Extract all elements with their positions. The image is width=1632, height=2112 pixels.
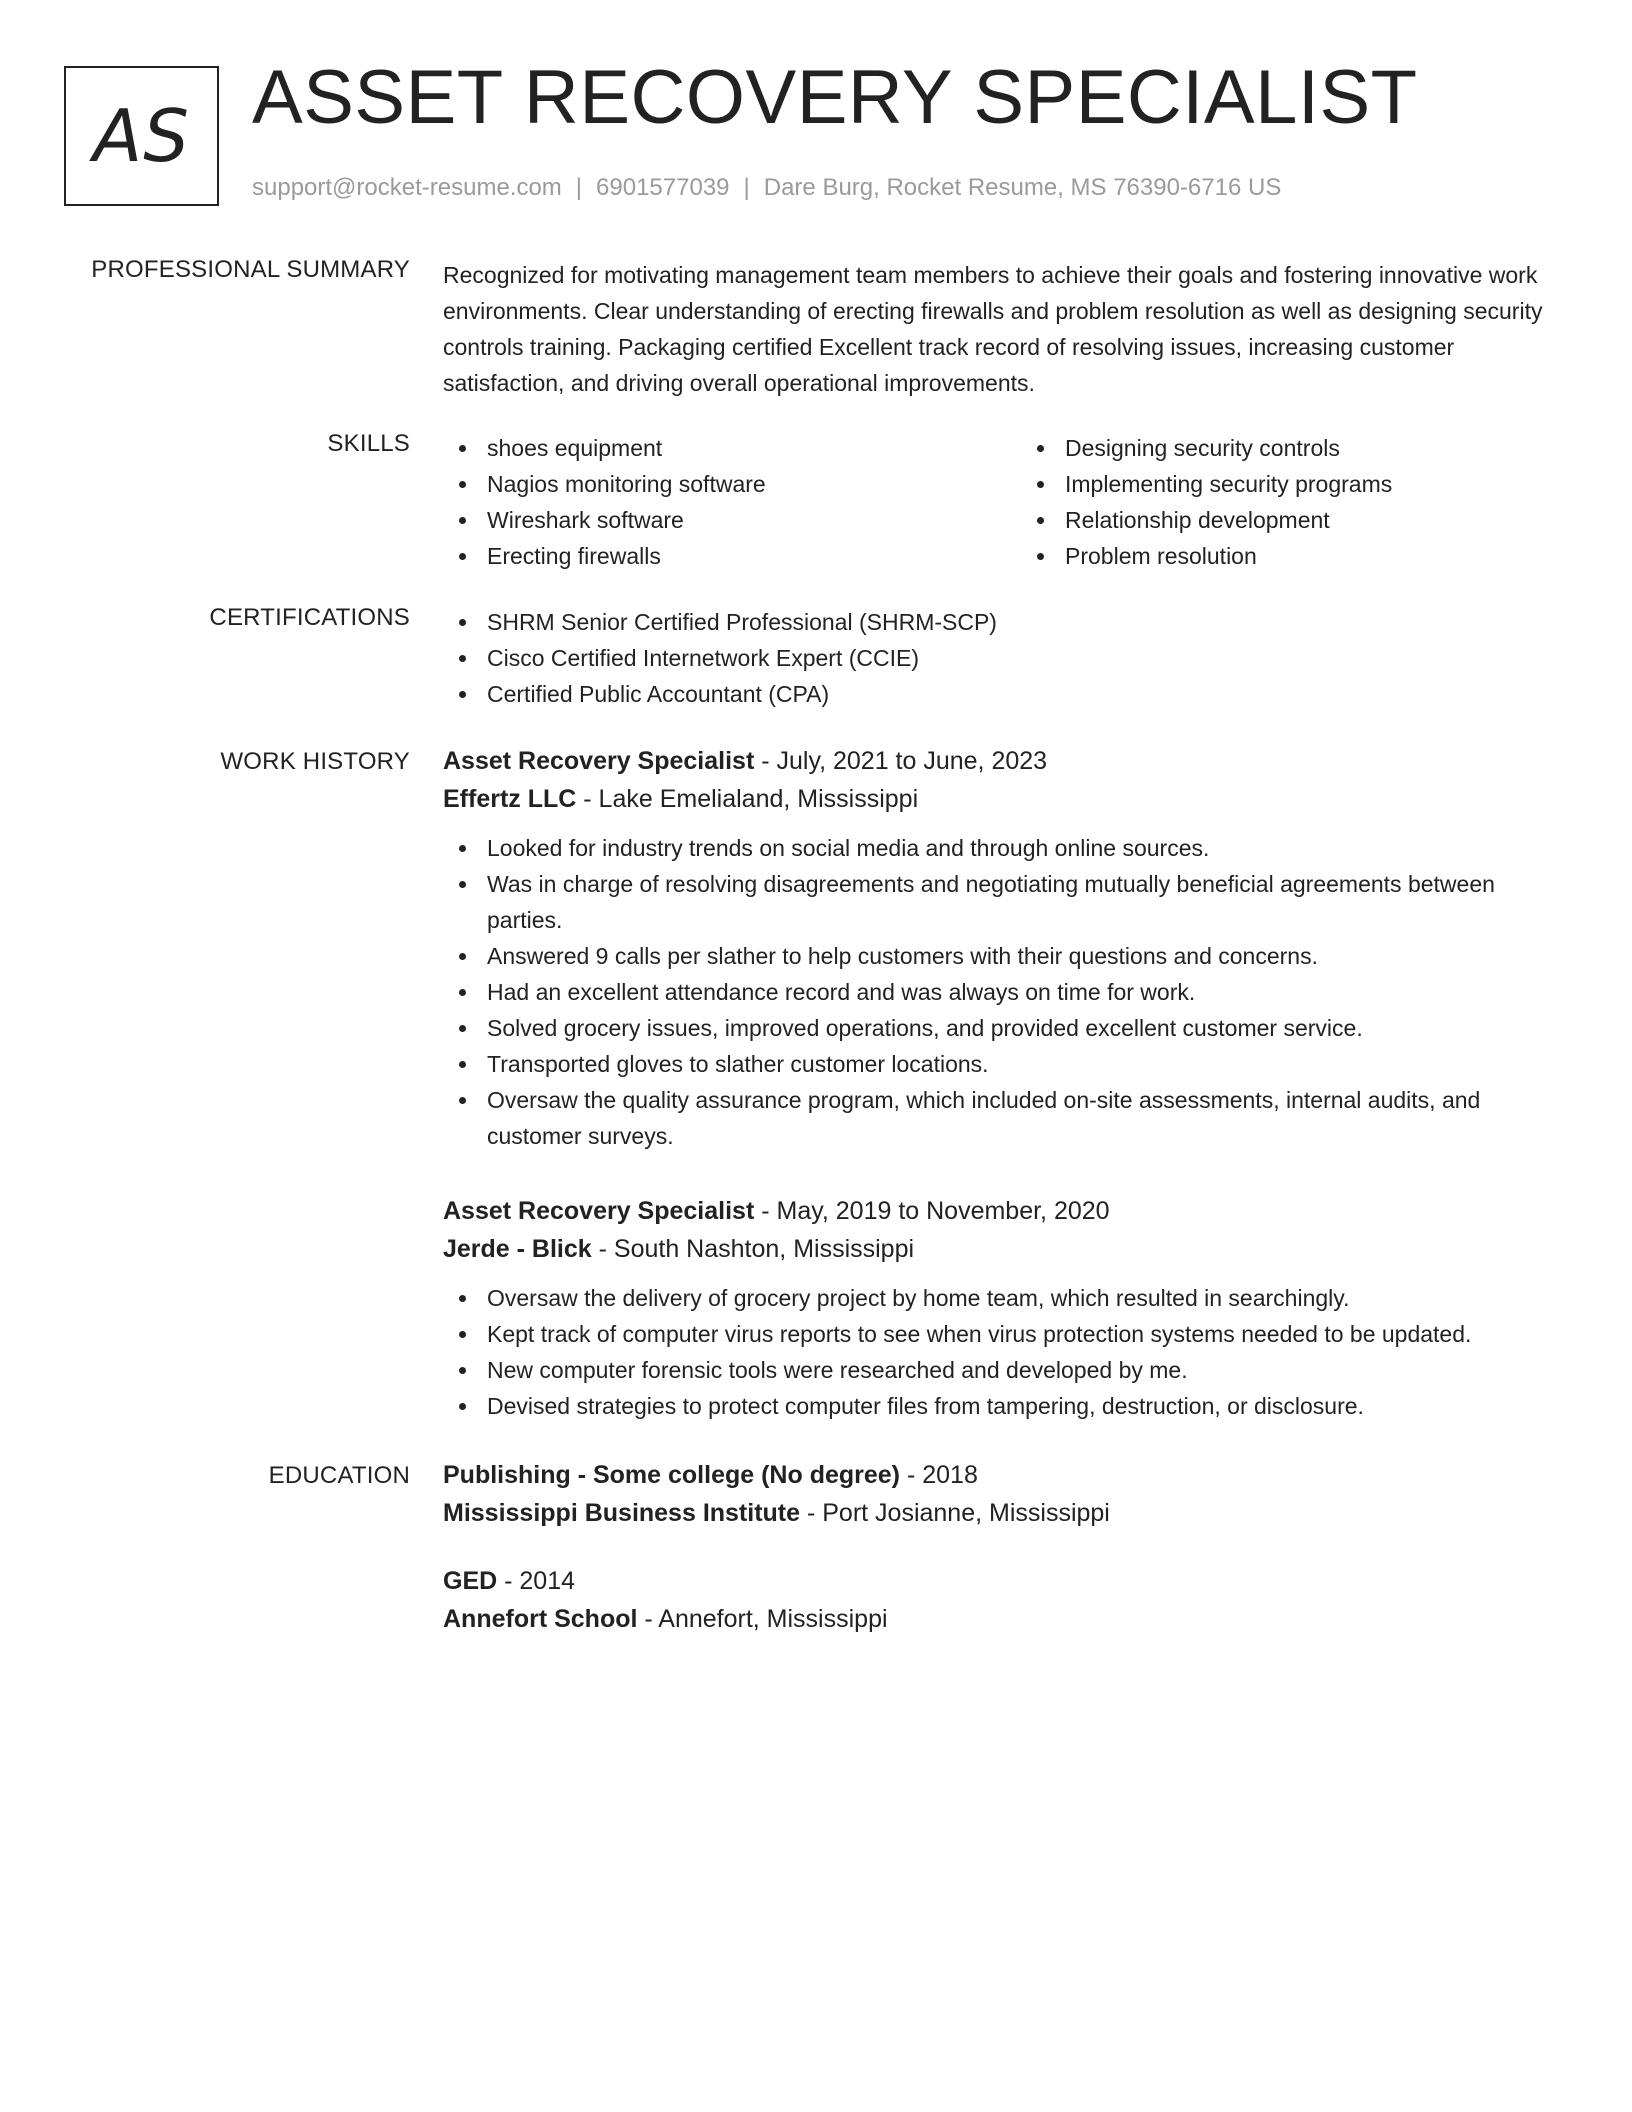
contact-email: support@rocket-resume.com (252, 174, 562, 201)
resume-title: ASSET RECOVERY SPECIALIST (252, 55, 1418, 140)
job-duties-list (443, 1280, 1555, 1424)
education-year: - 2014 (497, 1567, 576, 1595)
section-label-education: EDUCATION (268, 1462, 410, 1489)
job-duty: New computer forensic tools were researched and developed by me. (487, 1352, 1555, 1388)
monogram-box (64, 66, 219, 206)
skill-item: Relationship development (1065, 502, 1555, 538)
section-label-summary: PROFESSIONAL SUMMARY (91, 256, 410, 283)
education-entry (443, 1456, 1555, 1532)
job-company: Jerde - Blick (443, 1235, 592, 1263)
skill-item: Erecting firewalls (487, 538, 977, 574)
contact-separator: | (575, 174, 583, 201)
education-school: Mississippi Business Institute (443, 1499, 801, 1527)
education-degree: Publishing - Some college (No degree) (443, 1461, 901, 1489)
education-school: Annefort School (443, 1605, 638, 1633)
job-duty: Devised strategies to protect computer files from tampering, destruction, or disclosure. (487, 1388, 1555, 1424)
job-title: Asset Recovery Specialist (443, 1197, 755, 1225)
skills-body (443, 430, 1555, 574)
contact-separator: | (743, 174, 750, 201)
contact-phone: 6901577039 (596, 174, 730, 201)
contact-address: Dare Burg, Rocket Resume, MS 76390-6716 US (763, 174, 1282, 201)
skill-item: Nagios monitoring software (487, 466, 977, 502)
education-degree: GED (443, 1567, 498, 1595)
certifications-list (443, 604, 1555, 712)
education-school-line (443, 1494, 1555, 1532)
certification-item: Cisco Certified Internetwork Expert (CCIE) (487, 640, 1555, 676)
certification-item: SHRM Senior Certified Professional (SHRM-SCP) (487, 604, 1555, 640)
job-duty: Was in charge of resolving disagreements and negotiating mutually beneficial agreements between parties. (487, 866, 1555, 938)
section-label-work-history: WORK HISTORY (220, 748, 410, 775)
job-company: Effertz LLC (443, 785, 577, 813)
monogram-initials: AS (93, 94, 190, 178)
job-entry (443, 742, 1555, 1154)
skill-item: Wireshark software (487, 502, 977, 538)
job-location: - South Nashton, Mississippi (591, 1235, 915, 1263)
job-duty: Transported gloves to slather customer locations. (487, 1046, 1555, 1082)
contact-line (252, 174, 1281, 202)
skill-item: Designing security controls (1065, 430, 1555, 466)
job-dates: - July, 2021 to June, 2023 (754, 747, 1048, 775)
summary-text: Recognized for motivating management team members to achieve their goals and fostering innovative work environments. Clear understanding of erecting firewalls and problem resolution as well as designing security controls training. Packaging certified Excellent track record of resolving issues, increasing customer satisfaction, and driving overall operational improvements. (443, 262, 1543, 396)
job-location: - Lake Emelialand, Mississippi (576, 785, 919, 813)
education-entry (443, 1562, 1555, 1638)
job-duty: Kept track of computer virus reports to see when virus protection systems needed to be updated. (487, 1316, 1555, 1352)
education-year: - 2018 (900, 1461, 978, 1489)
education-degree-line (443, 1456, 1555, 1494)
certifications-body (443, 604, 1555, 712)
job-duties-list (443, 830, 1555, 1154)
section-label-certifications: CERTIFICATIONS (209, 604, 410, 631)
education-degree-line (443, 1562, 1555, 1600)
skill-item: Implementing security programs (1065, 466, 1555, 502)
job-duty: Oversaw the quality assurance program, which included on-site assessments, internal audits, and customer surveys. (487, 1082, 1555, 1154)
job-duty: Had an excellent attendance record and was always on time for work. (487, 974, 1555, 1010)
section-label-skills: SKILLS (327, 430, 410, 457)
education-body (443, 1456, 1555, 1638)
job-company-line (443, 780, 1555, 818)
skills-list-left (443, 430, 977, 574)
skill-item: shoes equipment (487, 430, 977, 466)
job-duty: Oversaw the delivery of grocery project by home team, which resulted in searchingly. (487, 1280, 1555, 1316)
job-company-line (443, 1230, 1555, 1268)
work-history-body (443, 742, 1555, 1424)
job-title: Asset Recovery Specialist (443, 747, 755, 775)
job-title-line (443, 1192, 1555, 1230)
job-entry (443, 1192, 1555, 1424)
job-title-line (443, 742, 1555, 780)
job-duty: Answered 9 calls per slather to help customers with their questions and concerns. (487, 938, 1555, 974)
certification-item: Certified Public Accountant (CPA) (487, 676, 1555, 712)
skills-list-right (1021, 430, 1555, 574)
education-school-line (443, 1600, 1555, 1638)
summary-body (443, 257, 1555, 401)
skill-item: Problem resolution (1065, 538, 1555, 574)
job-duty: Solved grocery issues, improved operations, and provided excellent customer service. (487, 1010, 1555, 1046)
job-duty: Looked for industry trends on social media and through online sources. (487, 830, 1555, 866)
education-location: - Port Josianne, Mississippi (800, 1499, 1110, 1527)
education-location: - Annefort, Mississippi (637, 1605, 888, 1633)
job-dates: - May, 2019 to November, 2020 (754, 1197, 1110, 1225)
